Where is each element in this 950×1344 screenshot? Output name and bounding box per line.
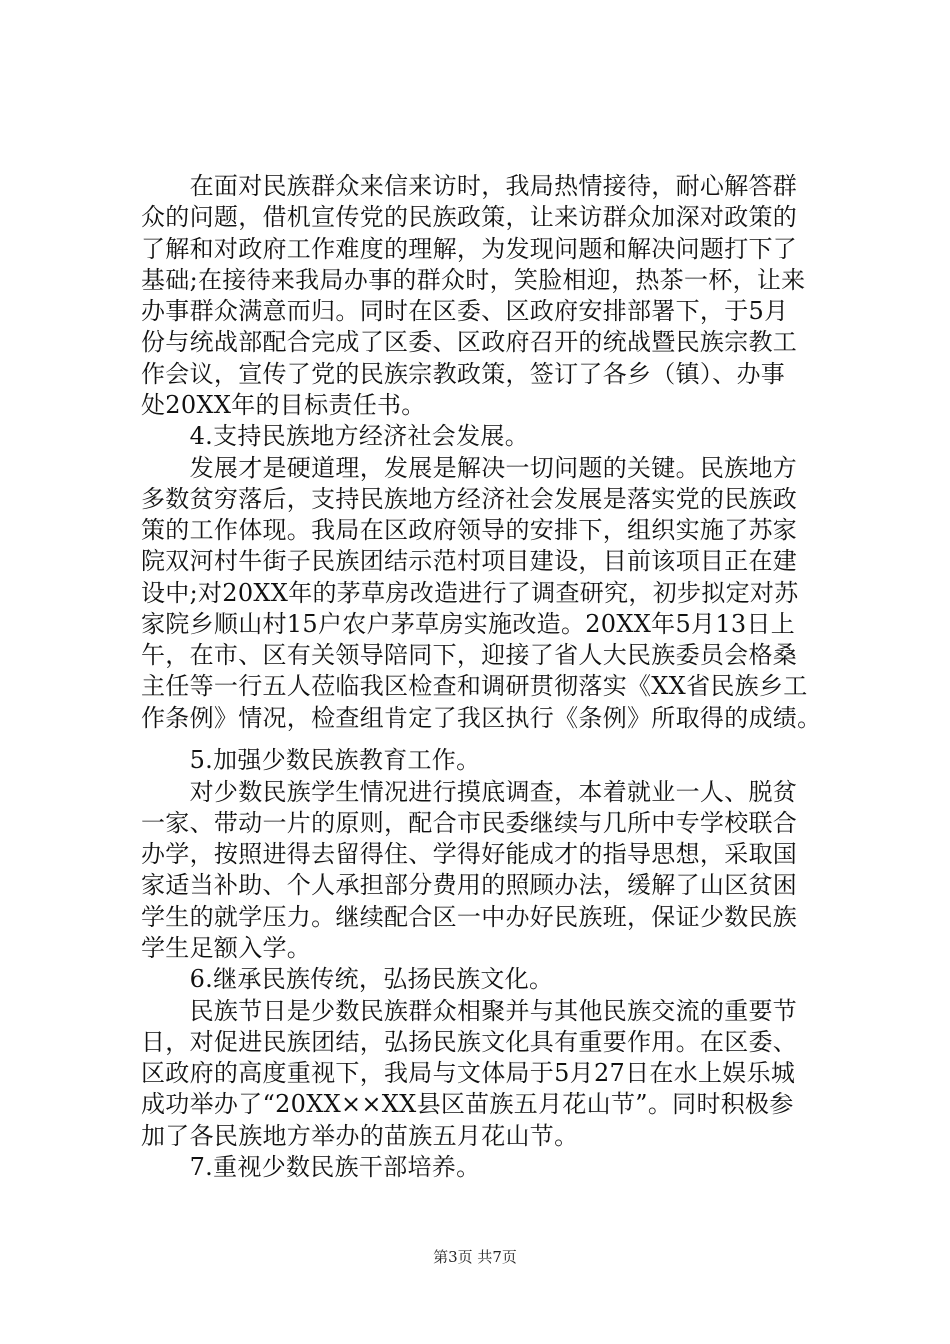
paragraph-line: 多数贫穷落后，支持民族地方经济社会发展是落实党的民族政 <box>141 485 798 513</box>
paragraph-line: 民族节日是少数民族群众相聚并与其他民族交流的重要节 <box>141 997 798 1025</box>
paragraph-line: 一家、带动一片的原则，配合市民委继续与几所中专学校联合 <box>141 809 798 837</box>
page-footer: 第3页 共7页 <box>433 1248 517 1266</box>
section-heading: 7.重视少数民族干部培养。 <box>141 1153 481 1181</box>
paragraph-line: 众的问题，借机宣传党的民族政策，让来访群众加深对政策的 <box>141 203 798 231</box>
paragraph-line: 主任等一行五人莅临我区检查和调研贯彻落实《XX省民族乡工 <box>141 672 808 700</box>
paragraph-line: 日，对促进民族团结，弘扬民族文化具有重要作用。在区委、 <box>141 1028 798 1056</box>
section-heading: 5.加强少数民族教育工作。 <box>141 746 481 774</box>
paragraph-line: 设中;对20XX年的茅草房改造进行了调查研究，初步拟定对苏 <box>141 579 799 607</box>
section-heading: 6.继承民族传统，弘扬民族文化。 <box>141 965 554 993</box>
paragraph-line: 了解和对政府工作难度的理解，为发现问题和解决问题打下了 <box>141 235 798 263</box>
paragraph-line: 加了各民族地方举办的苗族五月花山节。 <box>141 1122 579 1150</box>
paragraph-line: 学生的就学压力。继续配合区一中办好民族班，保证少数民族 <box>141 903 798 931</box>
paragraph-line: 家院乡顺山村15户农户茅草房实施改造。20XX年5月13日上 <box>141 610 796 638</box>
paragraph-line: 在面对民族群众来信来访时，我局热情接待，耐心解答群 <box>141 172 798 200</box>
paragraph-line: 学生足额入学。 <box>141 934 312 962</box>
paragraph-line: 基础;在接待来我局办事的群众时，笑脸相迎，热茶一杯，让来 <box>141 266 806 294</box>
paragraph-line: 作条例》情况，检查组肯定了我区执行《条例》所取得的成绩。 <box>141 704 822 732</box>
paragraph-line: 策的工作体现。我局在区政府领导的安排下，组织实施了苏家 <box>141 516 798 544</box>
paragraph-line: 处20XX年的目标责任书。 <box>141 391 426 419</box>
paragraph-line: 成功举办了“20XX××XX县区苗族五月花山节”。同时积极参 <box>141 1090 794 1118</box>
paragraph-line: 办学，按照进得去留得住、学得好能成才的指导思想，采取国 <box>141 840 798 868</box>
paragraph-line: 家适当补助、个人承担部分费用的照顾办法，缓解了山区贫困 <box>141 871 798 899</box>
paragraph-line: 区政府的高度重视下，我局与文体局于5月27日在水上娱乐城 <box>141 1059 796 1087</box>
paragraph-line: 发展才是硬道理，发展是解决一切问题的关键。民族地方 <box>141 454 798 482</box>
paragraph-line: 对少数民族学生情况进行摸底调查，本着就业一人、脱贫 <box>141 778 798 806</box>
paragraph-line: 院双河村牛街子民族团结示范村项目建设，目前该项目正在建 <box>141 547 798 575</box>
paragraph-line: 办事群众满意而归。同时在区委、区政府安排部署下，于5月 <box>141 297 789 325</box>
paragraph-line: 作会议，宣传了党的民族宗教政策，签订了各乡（镇）、办事 <box>141 360 786 388</box>
paragraph-line: 午，在市、区有关领导陪同下，迎接了省人大民族委员会格桑 <box>141 641 798 669</box>
paragraph-line: 份与统战部配合完成了区委、区政府召开的统战暨民族宗教工 <box>141 328 798 356</box>
section-heading: 4.支持民族地方经济社会发展。 <box>141 422 529 450</box>
